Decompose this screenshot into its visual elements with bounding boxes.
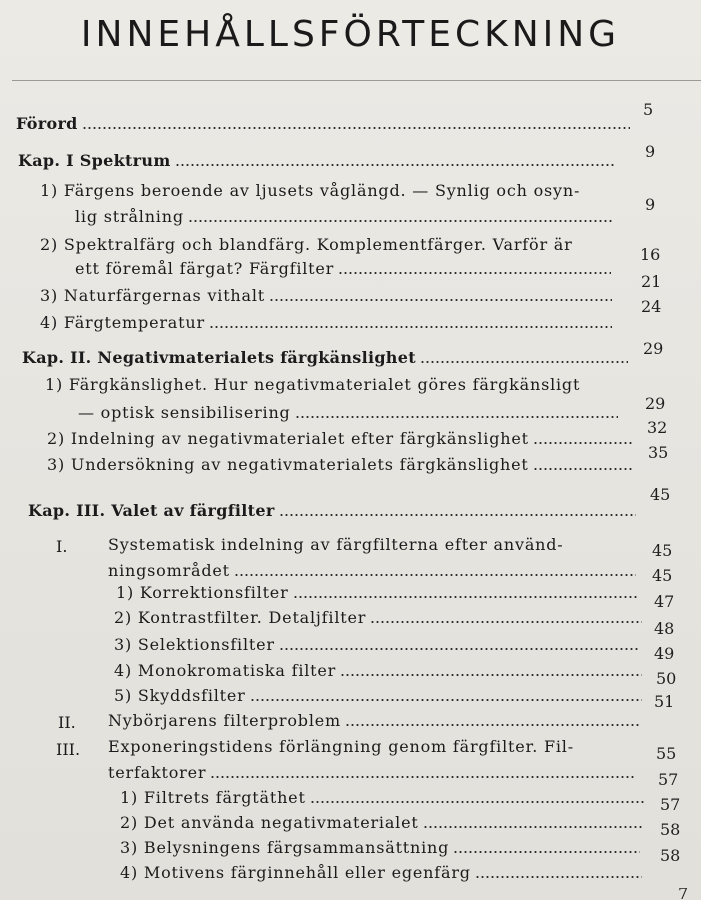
toc-entry-k3-III2	[120, 813, 648, 833]
toc-entry-text: 2) Det använda negativmaterialet	[120, 813, 419, 832]
toc-page-number: 21	[641, 272, 662, 291]
toc-entry-line: 1) Färgkänslighet. Hur negativmaterialet göres färgkänsligt	[45, 375, 581, 394]
toc-entry-text: Nybörjarens filterproblem	[108, 711, 342, 730]
dot-leader	[420, 361, 628, 363]
toc-entry-k3-I1	[116, 583, 643, 603]
toc-page-number: 45	[652, 541, 673, 560]
toc-page-number: 55	[656, 744, 677, 763]
toc-entry-text: 3) Selektionsfilter	[114, 635, 275, 654]
dot-leader	[293, 596, 639, 598]
dot-leader	[338, 272, 611, 274]
dot-leader	[234, 574, 636, 576]
dot-leader	[250, 699, 642, 701]
toc-page-number: 9	[645, 195, 656, 214]
toc-entry-line: 2) Spektralfärg och blandfärg. Komplementfärger. Varför är	[40, 235, 573, 254]
toc-entry-k1-4	[40, 313, 616, 333]
toc-page-number: 57	[658, 770, 679, 789]
toc-chapter-3	[28, 501, 640, 521]
toc-page-number: 29	[643, 339, 664, 358]
toc-entry-text: Kap. III. Valet av färgfilter	[28, 501, 275, 520]
toc-entry-text: 4) Monokromatiska filter	[114, 661, 337, 680]
toc-entry-k3-I2	[114, 608, 646, 628]
toc-entry-k1-3	[40, 286, 616, 306]
toc-entry-k2-2	[47, 429, 637, 449]
toc-entry-text: 4) Motivens färginnehåll eller egenfärg	[120, 863, 471, 882]
dot-leader	[210, 776, 636, 778]
toc-entry-text: ett föremål färgat? Färgfilter	[75, 259, 335, 278]
dot-leader	[475, 876, 642, 878]
toc-entry-k3-I5	[114, 686, 646, 706]
dot-leader	[175, 164, 614, 166]
dot-leader	[209, 326, 612, 328]
toc-entry-k3-II	[108, 711, 644, 731]
toc-page-number: 45	[650, 485, 671, 504]
dot-leader	[279, 514, 636, 516]
toc-entry-k3-I4	[114, 661, 646, 681]
toc-entry-text: 4) Färgtemperatur	[40, 313, 205, 332]
toc-page-number: 58	[660, 820, 681, 839]
toc-entry-text: 2) Kontrastfilter. Detaljfilter	[114, 608, 367, 627]
toc-page-number: 29	[645, 394, 666, 413]
toc-entry-forord	[16, 114, 634, 134]
section-roman-numeral: II.	[58, 713, 76, 732]
dot-leader	[340, 674, 642, 676]
toc-entry-text: terfaktorer	[108, 763, 207, 782]
toc-entry-text: — optisk sensibilisering	[78, 403, 291, 422]
section-roman-numeral: III.	[56, 740, 81, 759]
toc-entry-text: Kap. II. Negativmaterialets färgkänslighet	[22, 348, 416, 367]
toc-entry-text: 1) Filtrets färgtäthet	[120, 788, 306, 807]
toc-entry-line: Systematisk indelning av färgfilterna efter använd-	[108, 535, 564, 554]
dot-leader	[345, 724, 640, 726]
toc-entry-text: Kap. I Spektrum	[18, 151, 171, 170]
toc-page-number: 58	[660, 846, 681, 865]
dot-leader	[295, 416, 618, 418]
toc-entry-line: Exponeringstidens förlängning genom färgfilter. Fil-	[108, 737, 574, 756]
toc-entry-line: 1) Färgens beroende av ljusets våglängd. — Synlig och osyn-	[40, 181, 581, 200]
toc-entry-k3-III4	[120, 863, 646, 883]
footer-page-number: 7	[678, 888, 689, 900]
toc-page-number: 49	[654, 644, 675, 663]
toc-page-number: 9	[645, 142, 656, 161]
dot-leader	[533, 468, 633, 470]
dot-leader	[453, 851, 640, 853]
toc-page-number: 45	[652, 566, 673, 585]
toc-entry-text: 2) Indelning av negativmaterialet efter färgkänslighet	[47, 429, 529, 448]
toc-entry-k1-2	[75, 259, 615, 279]
toc-entry-k3-III	[108, 763, 640, 783]
toc-entry-text: Förord	[16, 114, 78, 133]
dot-leader	[310, 801, 644, 803]
toc-entry-text: ningsområdet	[108, 561, 230, 580]
toc-entry-text: 5) Skyddsfilter	[114, 686, 246, 705]
page-title: INNEHÅLLSFÖRTECKNING	[80, 14, 621, 55]
toc-entry-text: lig strålning	[75, 207, 184, 226]
toc-entry-k3-III3	[120, 838, 644, 858]
toc-page-number: 48	[654, 619, 675, 638]
toc-entry-text: 3) Belysningens färgsammansättning	[120, 838, 450, 857]
dot-leader	[188, 220, 614, 222]
toc-entry-k3-III1	[120, 788, 648, 808]
toc-page-number: 24	[641, 297, 662, 316]
toc-page-number: 50	[656, 669, 677, 688]
dot-leader	[279, 648, 640, 650]
toc-entry-k2-3	[47, 455, 637, 475]
toc-page-number: 51	[654, 692, 675, 711]
section-roman-numeral: I.	[56, 537, 68, 556]
toc-entry-k1-1	[75, 207, 618, 227]
toc-page-number: 57	[660, 795, 681, 814]
toc-chapter-2	[22, 348, 632, 368]
toc-entry-text: 1) Korrektionsfilter	[116, 583, 289, 602]
toc-entry-k3-I	[108, 561, 640, 581]
dot-leader	[82, 127, 630, 129]
toc-entry-text: 3) Naturfärgernas vithalt	[40, 286, 266, 305]
dot-leader	[269, 299, 612, 301]
toc-entry-k3-I3	[114, 635, 644, 655]
toc-page-number: 47	[654, 592, 675, 611]
toc-page-number: 16	[640, 245, 661, 264]
toc-page-number: 35	[648, 443, 669, 462]
toc-chapter-1	[18, 151, 618, 171]
toc-page-number: 32	[647, 418, 668, 437]
toc-page-number: 5	[643, 100, 654, 119]
dot-leader	[370, 621, 642, 623]
dot-leader	[533, 442, 633, 444]
toc-entry-text: 3) Undersökning av negativmaterialets färgkänslighet	[47, 455, 529, 474]
dot-leader	[423, 826, 644, 828]
toc-entry-k2-1	[78, 403, 622, 423]
